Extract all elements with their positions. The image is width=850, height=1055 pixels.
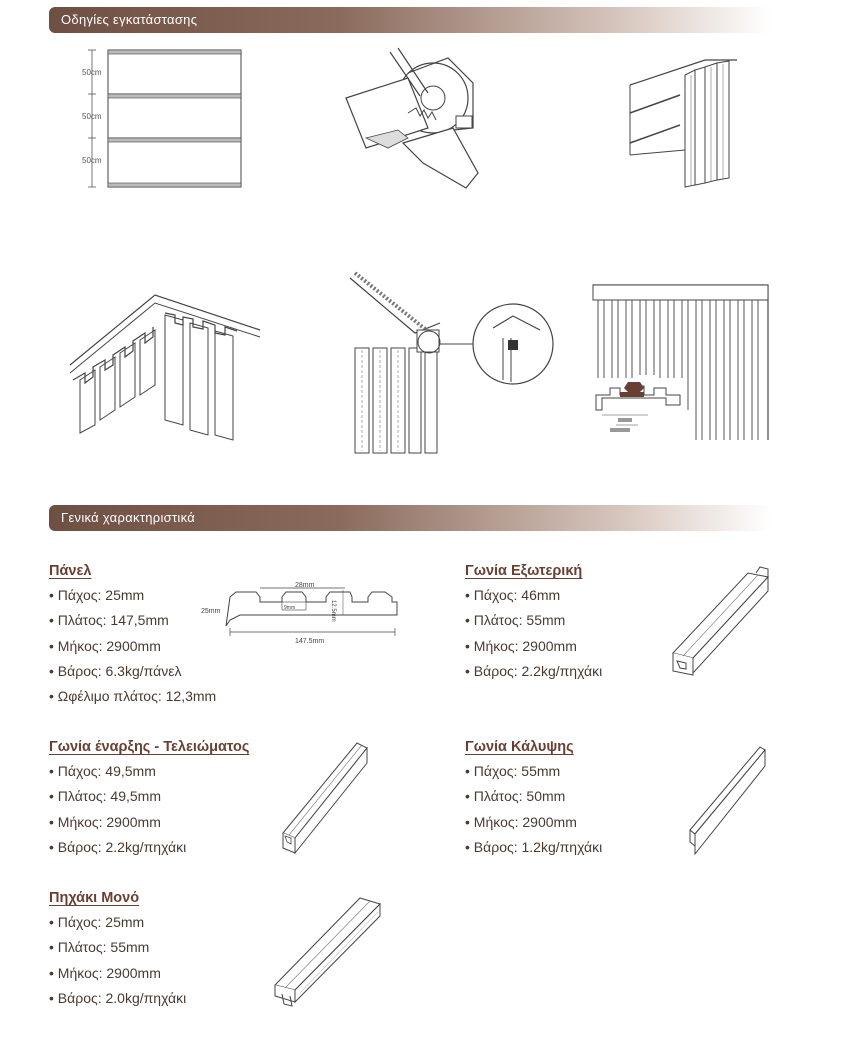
spec-item: • Μήκος: 2900mm — [49, 961, 186, 986]
spec-item: • Πλάτος: 55mm — [49, 935, 186, 960]
profile-groove-dim: 12.5mm — [330, 600, 336, 622]
start-end-corner-specs — [49, 739, 249, 860]
single-strip-specs — [49, 890, 186, 1011]
spec-item: • Μήκος: 2900mm — [465, 810, 602, 835]
features-section-header — [49, 505, 771, 531]
spec-item: • Ωφέλιμο πλάτος: 12,3mm — [49, 684, 216, 709]
spec-item: • Βάρος: 2.2kg/πηχάκι — [49, 835, 249, 860]
corner-start-illustration — [625, 55, 745, 190]
spec-item: • Πάχος: 55mm — [465, 759, 602, 784]
outer-corner-detail-illustration — [345, 268, 555, 458]
panel-specs — [49, 563, 216, 709]
panel-height-label: 50cm — [82, 112, 102, 121]
spec-item: • Πλάτος: 49,5mm — [49, 784, 249, 809]
finished-wall-illustration — [588, 280, 778, 445]
profile-inner-dim: 9mm — [284, 605, 296, 611]
start-end-corner-title: Γωνία έναρξης - Τελειώματος — [49, 739, 250, 755]
features-section-title: Γενικά χαρακτηριστικά — [61, 510, 196, 525]
spec-item: • Βάρος: 2.0kg/πηχάκι — [49, 986, 186, 1011]
panel-title: Πάνελ — [49, 563, 92, 579]
panel-stack-illustration — [80, 45, 250, 195]
outer-corner-profile-illustration — [668, 563, 778, 688]
profile-top-dim: 28mm — [295, 582, 315, 589]
spec-item: • Πλάτος: 147,5mm — [49, 608, 216, 633]
saw-cutting-illustration — [338, 38, 488, 193]
spec-item: • Πάχος: 25mm — [49, 583, 216, 608]
spec-item: • Μήκος: 2900mm — [465, 634, 602, 659]
spec-item: • Βάρος: 1.2kg/πηχάκι — [465, 835, 602, 860]
cover-corner-profile-illustration — [685, 742, 770, 860]
spec-item: • Μήκος: 2900mm — [49, 634, 216, 659]
cover-corner-title: Γωνία Κάλυψης — [465, 739, 574, 755]
install-section-title: Οδηγίες εγκατάστασης — [61, 12, 198, 27]
install-section-header — [49, 7, 771, 33]
outer-corner-title: Γωνία Εξωτερική — [465, 563, 583, 579]
single-strip-title: Πηχάκι Μονό — [49, 890, 140, 906]
spec-item: • Πάχος: 25mm — [49, 910, 186, 935]
cover-corner-specs — [465, 739, 602, 860]
spec-item: • Μήκος: 2900mm — [49, 810, 249, 835]
start-end-profile-illustration — [275, 738, 375, 863]
spec-item: • Πλάτος: 50mm — [465, 784, 602, 809]
spec-item: • Βάρος: 2.2kg/πηχάκι — [465, 659, 602, 684]
profile-width-dim: 147.5mm — [295, 638, 325, 645]
inner-corner-illustration — [65, 285, 265, 445]
spec-item: • Βάρος: 6.3kg/πάνελ — [49, 659, 216, 684]
single-strip-profile-illustration — [270, 890, 390, 1015]
profile-thickness-dim: 25mm — [201, 608, 221, 615]
spec-item: • Πλάτος: 55mm — [465, 608, 602, 633]
panel-height-label: 50cm — [82, 68, 102, 77]
panel-profile-illustration — [200, 580, 410, 650]
panel-height-label: 50cm — [82, 156, 102, 165]
spec-item: • Πάχος: 46mm — [465, 583, 602, 608]
spec-item: • Πάχος: 49,5mm — [49, 759, 249, 784]
outer-corner-specs — [465, 563, 602, 684]
